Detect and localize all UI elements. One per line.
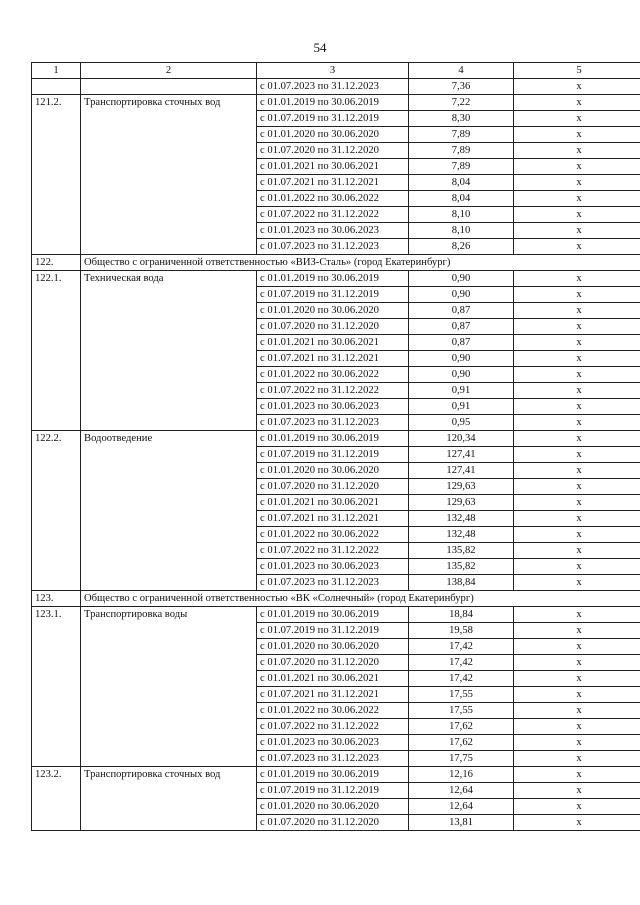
column-5-cell: х: [514, 431, 640, 447]
tariff-value-cell: 8,10: [409, 207, 514, 223]
period-cell: с 01.01.2021 по 30.06.2021: [257, 495, 409, 511]
column-5-cell: х: [514, 799, 640, 815]
column-5-cell: х: [514, 415, 640, 431]
tariff-value-cell: 7,22: [409, 95, 514, 111]
period-cell: с 01.01.2020 по 30.06.2020: [257, 463, 409, 479]
period-cell: с 01.07.2019 по 31.12.2019: [257, 623, 409, 639]
tariff-value-cell: 0,90: [409, 351, 514, 367]
tariff-value-cell: 138,84: [409, 575, 514, 591]
tariff-table: [31, 62, 640, 831]
column-5-cell: х: [514, 575, 640, 591]
column-5-cell: х: [514, 511, 640, 527]
tariff-value-cell: 127,41: [409, 447, 514, 463]
period-cell: с 01.01.2022 по 30.06.2022: [257, 191, 409, 207]
tariff-value-cell: 12,64: [409, 783, 514, 799]
tariff-value-cell: 12,16: [409, 767, 514, 783]
period-cell: с 01.01.2020 по 30.06.2020: [257, 303, 409, 319]
item-number: [32, 79, 81, 95]
period-cell: с 01.07.2022 по 31.12.2022: [257, 543, 409, 559]
column-5-cell: х: [514, 447, 640, 463]
tariff-value-cell: 7,89: [409, 127, 514, 143]
period-cell: с 01.07.2022 по 31.12.2022: [257, 719, 409, 735]
column-5-cell: х: [514, 687, 640, 703]
column-5-cell: х: [514, 95, 640, 111]
tariff-value-cell: 19,58: [409, 623, 514, 639]
service-name: Транспортировка сточных вод: [81, 767, 257, 831]
column-5-cell: х: [514, 607, 640, 623]
period-cell: с 01.01.2020 по 30.06.2020: [257, 127, 409, 143]
period-cell: с 01.01.2020 по 30.06.2020: [257, 639, 409, 655]
period-cell: с 01.07.2023 по 31.12.2023: [257, 415, 409, 431]
column-5-cell: х: [514, 319, 640, 335]
service-name: Транспортировка сточных вод: [81, 95, 257, 255]
column-5-cell: х: [514, 383, 640, 399]
service-name: [81, 79, 257, 95]
period-cell: с 01.01.2019 по 30.06.2019: [257, 767, 409, 783]
tariff-value-cell: 0,87: [409, 303, 514, 319]
tariff-value-cell: 120,34: [409, 431, 514, 447]
column-header: 3: [257, 63, 409, 79]
tariff-row: [32, 79, 640, 95]
tariff-value-cell: 13,81: [409, 815, 514, 831]
tariff-row: [32, 271, 640, 287]
period-cell: с 01.01.2021 по 30.06.2021: [257, 159, 409, 175]
period-cell: с 01.01.2019 по 30.06.2019: [257, 95, 409, 111]
column-5-cell: х: [514, 367, 640, 383]
period-cell: с 01.07.2019 по 31.12.2019: [257, 111, 409, 127]
tariff-value-cell: 17,42: [409, 671, 514, 687]
tariff-value-cell: 0,95: [409, 415, 514, 431]
period-cell: с 01.07.2020 по 31.12.2020: [257, 479, 409, 495]
tariff-value-cell: 8,10: [409, 223, 514, 239]
tariff-value-cell: 17,42: [409, 655, 514, 671]
period-cell: с 01.07.2020 по 31.12.2020: [257, 143, 409, 159]
column-5-cell: х: [514, 159, 640, 175]
column-5-cell: х: [514, 175, 640, 191]
period-cell: с 01.07.2021 по 31.12.2021: [257, 687, 409, 703]
tariff-row: [32, 607, 640, 623]
tariff-value-cell: 7,89: [409, 143, 514, 159]
column-5-cell: х: [514, 239, 640, 255]
column-5-cell: х: [514, 223, 640, 239]
column-5-cell: х: [514, 79, 640, 95]
column-5-cell: х: [514, 207, 640, 223]
tariff-value-cell: 17,55: [409, 703, 514, 719]
tariff-table-body: [32, 63, 640, 831]
period-cell: с 01.01.2019 по 30.06.2019: [257, 607, 409, 623]
column-5-cell: х: [514, 735, 640, 751]
tariff-value-cell: 17,55: [409, 687, 514, 703]
period-cell: с 01.01.2021 по 30.06.2021: [257, 335, 409, 351]
organization-row: [32, 255, 640, 271]
tariff-value-cell: 0,87: [409, 319, 514, 335]
tariff-value-cell: 0,91: [409, 399, 514, 415]
service-name: Транспортировка воды: [81, 607, 257, 767]
column-5-cell: х: [514, 639, 640, 655]
period-cell: с 01.07.2023 по 31.12.2023: [257, 239, 409, 255]
column-5-cell: х: [514, 191, 640, 207]
period-cell: с 01.01.2020 по 30.06.2020: [257, 799, 409, 815]
tariff-row: [32, 431, 640, 447]
tariff-value-cell: 17,62: [409, 735, 514, 751]
column-header: 4: [409, 63, 514, 79]
column-5-cell: х: [514, 127, 640, 143]
organization-name: Общество с ограниченной ответственностью «ВИЗ-Сталь» (город Екатеринбург): [81, 255, 640, 271]
tariff-value-cell: 135,82: [409, 559, 514, 575]
column-5-cell: х: [514, 543, 640, 559]
organization-row: [32, 591, 640, 607]
period-cell: с 01.01.2019 по 30.06.2019: [257, 271, 409, 287]
tariff-row: [32, 767, 640, 783]
column-5-cell: х: [514, 287, 640, 303]
period-cell: с 01.01.2022 по 30.06.2022: [257, 367, 409, 383]
period-cell: с 01.07.2023 по 31.12.2023: [257, 575, 409, 591]
column-header: 5: [514, 63, 640, 79]
column-5-cell: х: [514, 143, 640, 159]
period-cell: с 01.07.2023 по 31.12.2023: [257, 751, 409, 767]
period-cell: с 01.01.2021 по 30.06.2021: [257, 671, 409, 687]
tariff-value-cell: 17,62: [409, 719, 514, 735]
column-5-cell: х: [514, 559, 640, 575]
tariff-value-cell: 132,48: [409, 527, 514, 543]
column-header: 2: [81, 63, 257, 79]
column-5-cell: х: [514, 399, 640, 415]
page-number: 54: [313, 40, 327, 55]
period-cell: с 01.07.2021 по 31.12.2021: [257, 511, 409, 527]
column-5-cell: х: [514, 655, 640, 671]
period-cell: с 01.07.2021 по 31.12.2021: [257, 351, 409, 367]
period-cell: с 01.07.2019 по 31.12.2019: [257, 447, 409, 463]
tariff-value-cell: 17,42: [409, 639, 514, 655]
tariff-value-cell: 12,64: [409, 799, 514, 815]
item-number: 122.1.: [32, 271, 81, 431]
tariff-row: [32, 95, 640, 111]
column-header-row: [32, 63, 640, 79]
item-number: 123.2.: [32, 767, 81, 831]
period-cell: с 01.07.2021 по 31.12.2021: [257, 175, 409, 191]
period-cell: с 01.01.2022 по 30.06.2022: [257, 527, 409, 543]
column-5-cell: х: [514, 671, 640, 687]
column-5-cell: х: [514, 303, 640, 319]
tariff-value-cell: 0,90: [409, 367, 514, 383]
column-header: 1: [32, 63, 81, 79]
period-cell: с 01.01.2022 по 30.06.2022: [257, 703, 409, 719]
tariff-value-cell: 7,36: [409, 79, 514, 95]
tariff-value-cell: 0,90: [409, 271, 514, 287]
period-cell: с 01.07.2022 по 31.12.2022: [257, 383, 409, 399]
service-name: Техническая вода: [81, 271, 257, 431]
tariff-value-cell: 7,89: [409, 159, 514, 175]
column-5-cell: х: [514, 767, 640, 783]
period-cell: с 01.07.2022 по 31.12.2022: [257, 207, 409, 223]
tariff-value-cell: 18,84: [409, 607, 514, 623]
tariff-value-cell: 129,63: [409, 479, 514, 495]
period-cell: с 01.07.2023 по 31.12.2023: [257, 79, 409, 95]
column-5-cell: х: [514, 783, 640, 799]
period-cell: с 01.01.2023 по 30.06.2023: [257, 735, 409, 751]
tariff-value-cell: 8,04: [409, 191, 514, 207]
column-5-cell: х: [514, 703, 640, 719]
column-5-cell: х: [514, 751, 640, 767]
period-cell: с 01.07.2020 по 31.12.2020: [257, 815, 409, 831]
tariff-value-cell: 8,30: [409, 111, 514, 127]
tariff-value-cell: 129,63: [409, 495, 514, 511]
service-name: Водоотведение: [81, 431, 257, 591]
period-cell: с 01.01.2019 по 30.06.2019: [257, 431, 409, 447]
period-cell: с 01.01.2023 по 30.06.2023: [257, 559, 409, 575]
column-5-cell: х: [514, 815, 640, 831]
period-cell: с 01.01.2023 по 30.06.2023: [257, 399, 409, 415]
period-cell: с 01.07.2020 по 31.12.2020: [257, 319, 409, 335]
tariff-value-cell: 0,91: [409, 383, 514, 399]
period-cell: с 01.01.2023 по 30.06.2023: [257, 223, 409, 239]
column-5-cell: х: [514, 351, 640, 367]
item-number: 123.1.: [32, 607, 81, 767]
organization-number: 122.: [32, 255, 81, 271]
column-5-cell: х: [514, 495, 640, 511]
column-5-cell: х: [514, 623, 640, 639]
organization-name: Общество с ограниченной ответственностью «ВК «Солнечный» (город Екатеринбург): [81, 591, 640, 607]
tariff-value-cell: 127,41: [409, 463, 514, 479]
column-5-cell: х: [514, 479, 640, 495]
item-number: 121.2.: [32, 95, 81, 255]
column-5-cell: х: [514, 463, 640, 479]
tariff-value-cell: 17,75: [409, 751, 514, 767]
tariff-value-cell: 0,90: [409, 287, 514, 303]
column-5-cell: х: [514, 335, 640, 351]
tariff-value-cell: 132,48: [409, 511, 514, 527]
organization-number: 123.: [32, 591, 81, 607]
item-number: 122.2.: [32, 431, 81, 591]
tariff-value-cell: 8,04: [409, 175, 514, 191]
period-cell: с 01.07.2019 по 31.12.2019: [257, 783, 409, 799]
period-cell: с 01.07.2020 по 31.12.2020: [257, 655, 409, 671]
tariff-value-cell: 135,82: [409, 543, 514, 559]
column-5-cell: х: [514, 111, 640, 127]
column-5-cell: х: [514, 719, 640, 735]
tariff-value-cell: 8,26: [409, 239, 514, 255]
column-5-cell: х: [514, 527, 640, 543]
period-cell: с 01.07.2019 по 31.12.2019: [257, 287, 409, 303]
tariff-value-cell: 0,87: [409, 335, 514, 351]
column-5-cell: х: [514, 271, 640, 287]
